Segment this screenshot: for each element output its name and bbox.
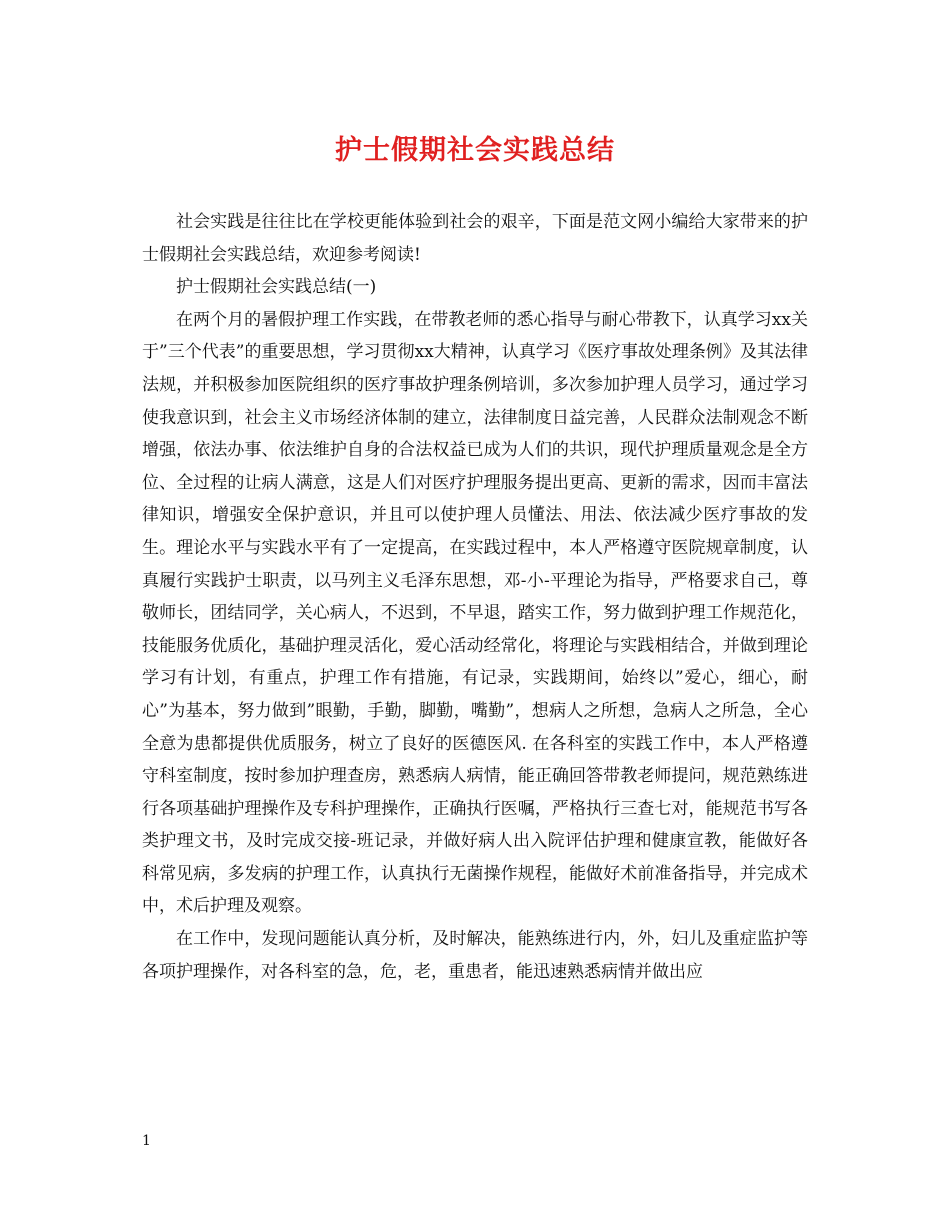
body-paragraph: 在工作中，发现问题能认真分析，及时解决，能熟练进行内，外，妇儿及重症监护等各项护理操作，对各科室的急，危，老，重患者，能迅速熟悉病情并做出应	[142, 929, 808, 982]
intro-paragraph: 社会实践是往往比在学校更能体验到社会的艰辛，下面是范文网小编给大家带来的护士假期社会实践总结，欢迎参考阅读!	[142, 212, 808, 265]
page-number: 1	[142, 1133, 151, 1149]
document-body	[142, 206, 808, 988]
section-heading: 护士假期社会实践总结(一)	[176, 277, 377, 298]
document-title: 护士假期社会实践总结	[335, 135, 615, 166]
body-paragraph: 在两个月的暑假护理工作实践，在带教老师的悉心指导与耐心带教下，认真学习xx关于”三个代表”的重要思想，学习贯彻xx大精神，认真学习《医疗事故处理条例》及其法律法规，并积极参加医院组织的医疗事故护理条例培训，多次参加护理人员学习，通过学习使我意识到，社会主义市场经济体制的建立，法律制度日益完善，人民群众法制观念不断增强，依法办事、依法维护自身的合法权益已成为人们的共识，现代护理质量观念是全方位、全过程的让病人满意，这是人们对医疗护理服务提出更高、更新的需求，因而丰富法律知识，增强安全保护意识，并且可以使护理人员懂法、用法、依法减少医疗事故的发生。理论水平与实践水平有了一定提高，在实践过程中，本人严格遵守医院规章制度，认真履行实践护士职责，以马列主义毛泽东思想，邓-小-平理论为指导，严格要求自己，尊敬师长，团结同学，关心病人，不迟到，不早退，踏实工作，努力做到护理工作规范化，技能服务优质化，基础护理灵活化，爱心活动经常化，将理论与实践相结合，并做到理论学习有计划，有重点，护理工作有措施，有记录，实践期间，始终以”爱心，细心，耐心”为基本，努力做到”眼勤，手勤，脚勤，嘴勤”，想病人之所想，急病人之所急，全心全意为患都提供优质服务，树立了良好的医德医风. 在各科室的实践工作中，本人严格遵守科室制度，按时参加护理查房，熟悉病人病情，能正确回答带教老师提问，规范熟练进行各项基础护理操作及专科护理操作，正确执行医嘱，严格执行三查七对，能规范书写各类护理文书，及时完成交接-班记录，并做好病人出入院评估护理和健康宣教，能做好各科常见病，多发病的护理工作，认真执行无菌操作规程，能做好术前准备指导，并完成术中，术后护理及观察。	[142, 309, 808, 917]
